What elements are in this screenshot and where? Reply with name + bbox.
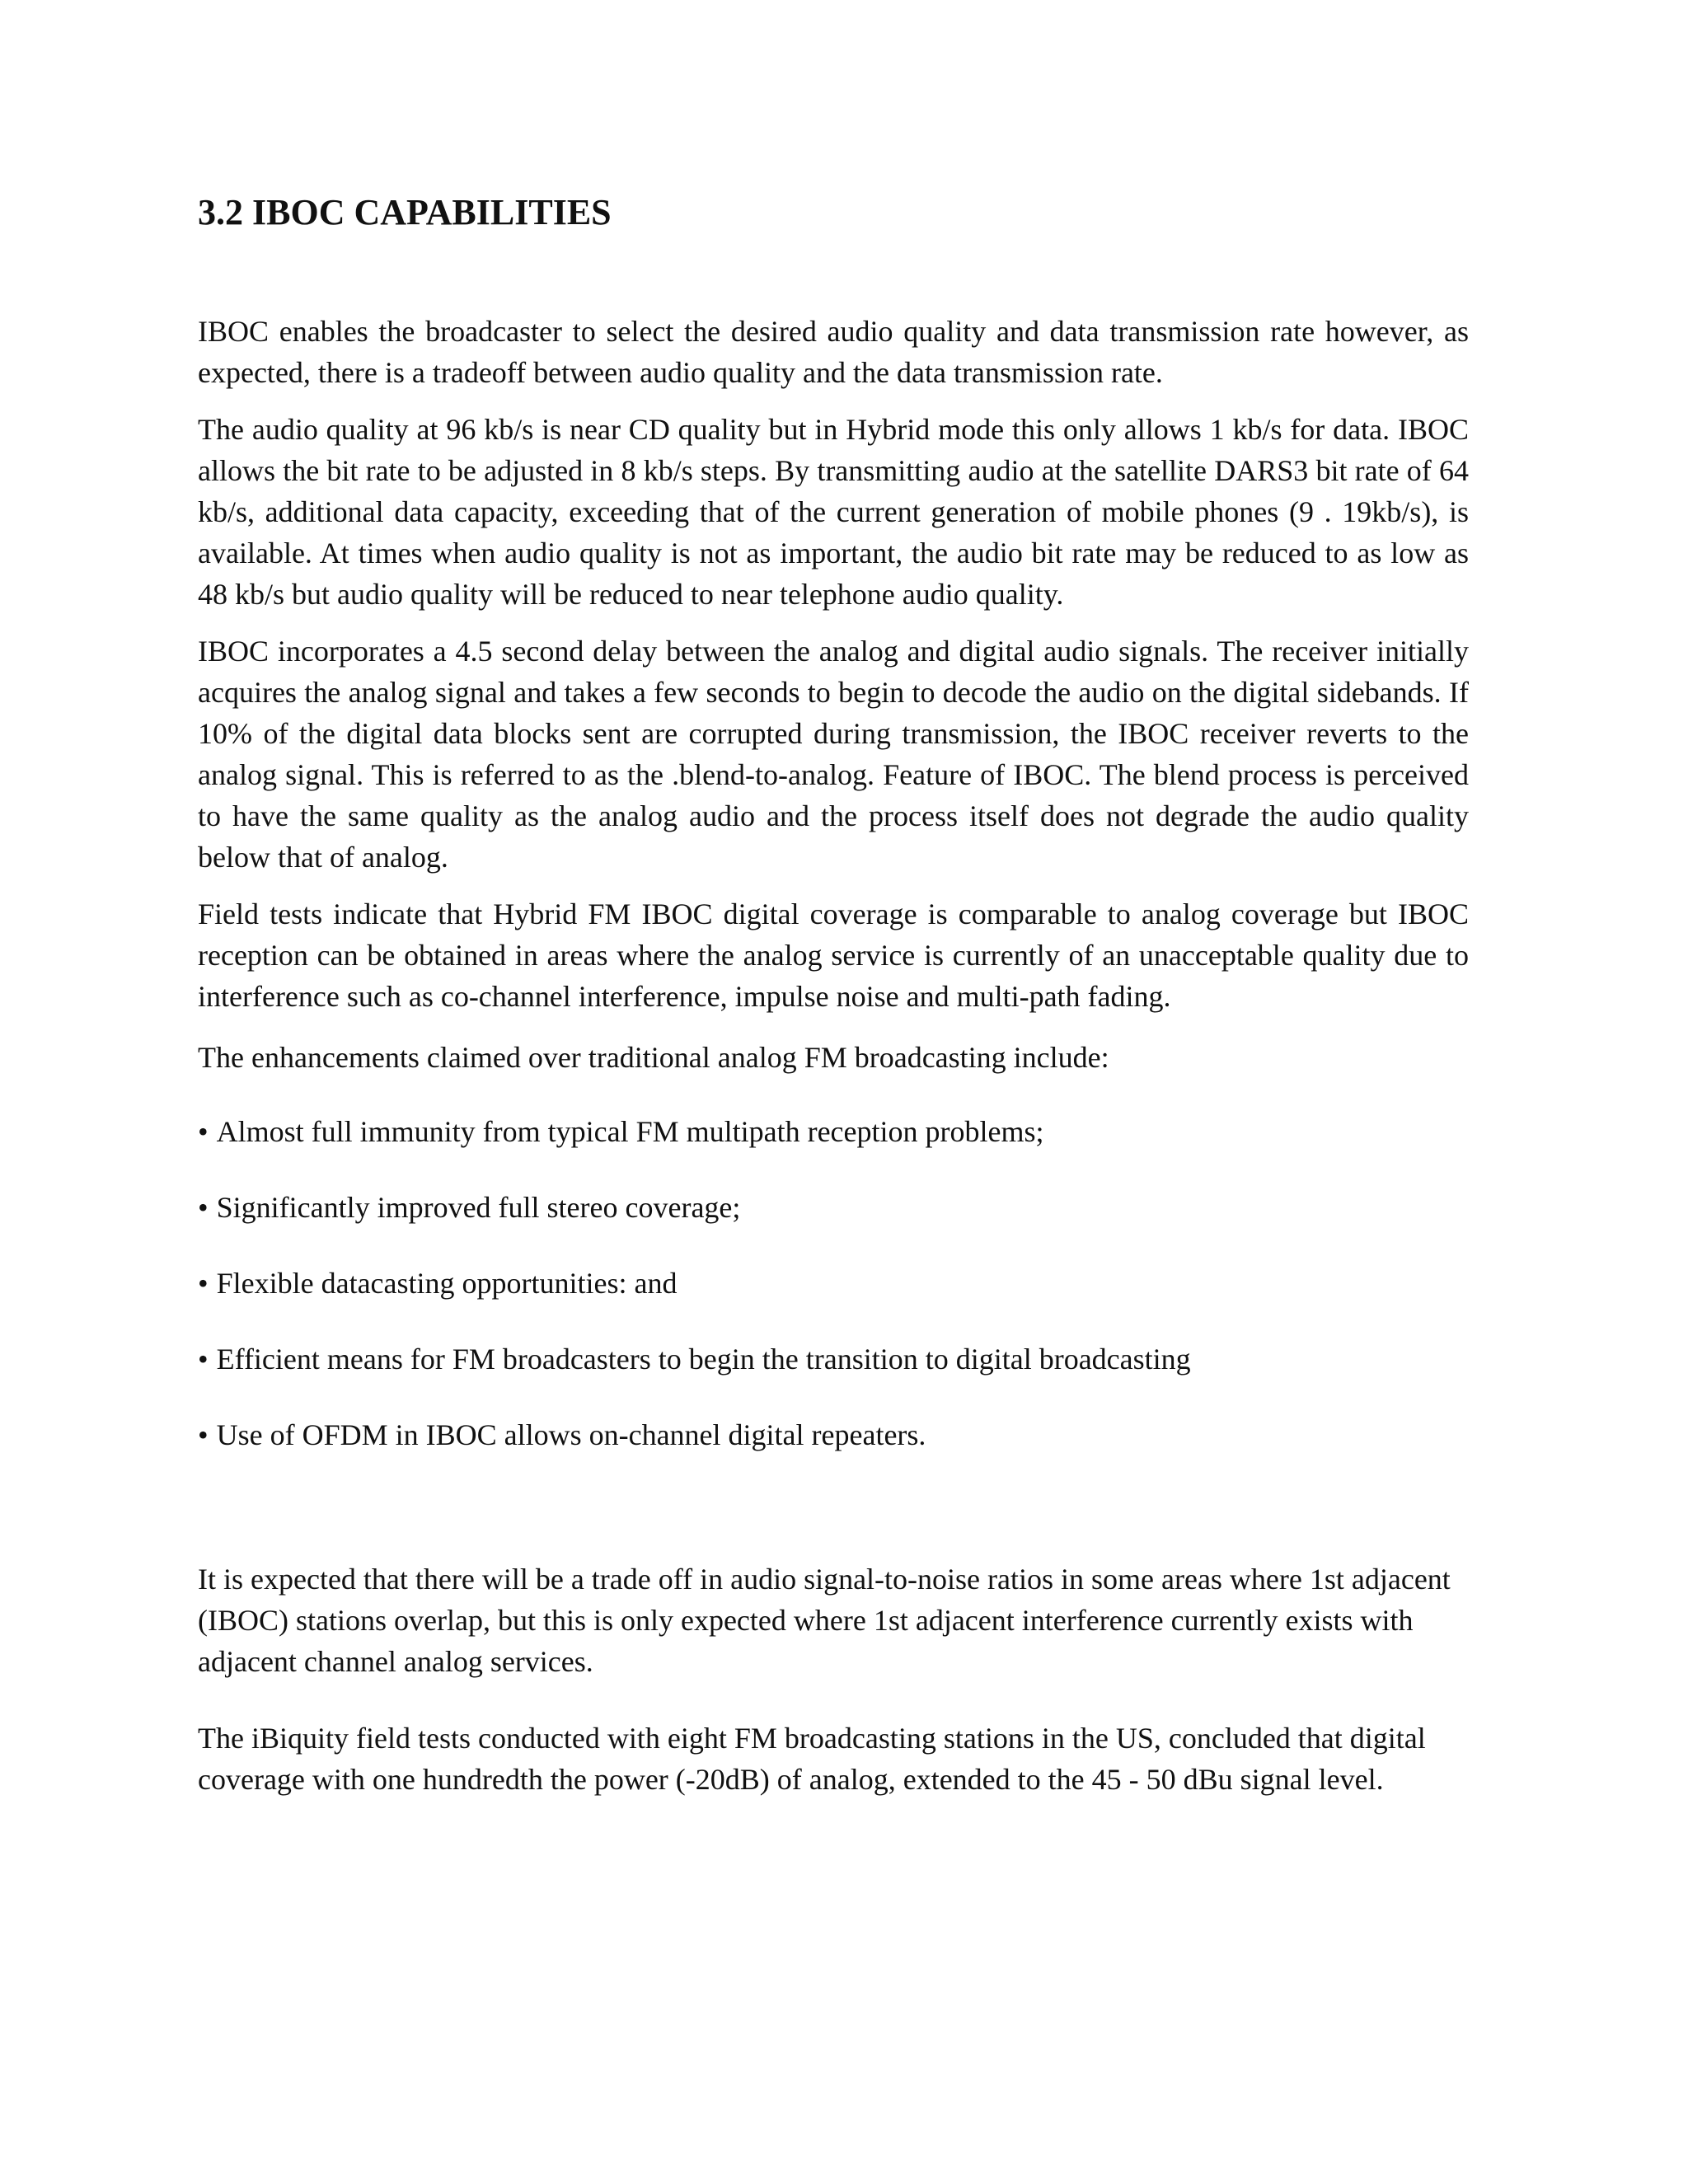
list-item — [198, 1187, 1469, 1228]
list-item — [198, 1414, 1469, 1455]
list-item — [198, 1338, 1469, 1380]
page-content — [198, 191, 1469, 1835]
enhancements-intro: The enhancements claimed over traditional analog FM broadcasting include: — [198, 1040, 1109, 1074]
list-item-text: Flexible datacasting opportunities: and — [216, 1266, 678, 1300]
list-item-text: Use of OFDM in IBOC allows on-channel digital repeaters. — [216, 1418, 926, 1451]
enhancements-list — [198, 1111, 1469, 1455]
list-item-text: Efficient means for FM broadcasters to begin the transition to digital broadcasting — [216, 1342, 1191, 1376]
paragraph-field-tests: Field tests indicate that Hybrid FM IBOC digital coverage is comparable to analog coverage but IBOC reception can be obtained in areas where the analog service is currently of an unacceptable quality due to interference such as co-channel interference, impulse noise and multi-path fading. — [198, 897, 1469, 1013]
bullet-icon: • — [198, 1266, 209, 1300]
paragraph-bit-rate: The audio quality at 96 kb/s is near CD quality but in Hybrid mode this only allows 1 kb/s for data. IBOC allows the bit rate to be adjusted in 8 kb/s steps. By transmitting audio at the satellite DARS3 bit rate of 64 kb/s, additional data capacity, exceeding that of the current generation of mobile phones (9 . 19kb/s), is available. At times when audio quality is not as important, the audio bit rate may be reduced to as low as 48 kb/s but audio quality will be reduced to near telephone audio quality. — [198, 412, 1469, 611]
bullet-icon: • — [198, 1114, 209, 1148]
list-item-text: Almost full immunity from typical FM multipath reception problems; — [216, 1114, 1044, 1148]
paragraph-audio-tradeoff: IBOC enables the broadcaster to select the desired audio quality and data transmission rate however, as expected, there is a tradeoff between audio quality and the data transmission rate. — [198, 314, 1469, 389]
bullet-icon: • — [198, 1342, 209, 1376]
paragraph-blend-to-analog: IBOC incorporates a 4.5 second delay between the analog and digital audio signals. The receiver initially acquires the analog signal and takes a few seconds to begin to decode the audio on the digital sidebands. If 10% of the digital data blocks sent are corrupted during transmission, the IBOC receiver reverts to the analog signal. This is referred to as the .blend-to-analog. Feature of IBOC. The blend process is perceived to have the same quality as the analog audio and the process itself does not degrade the audio quality below that of analog. — [198, 634, 1469, 874]
list-item — [198, 1263, 1469, 1304]
paragraph-ibiquity-tests: The iBiquity field tests conducted with eight FM broadcasting stations in the US, concluded that digital coverage with one hundredth the power (-20dB) of analog, extended to the 45 - 50 dBu signal level. — [198, 1721, 1426, 1796]
list-item — [198, 1111, 1469, 1152]
bullet-icon: • — [198, 1190, 209, 1224]
bullet-icon: • — [198, 1418, 209, 1451]
section-spacer — [198, 1455, 1469, 1558]
section-heading: 3.2 IBOC CAPABILITIES — [198, 192, 612, 232]
list-item-text: Significantly improved full stereo coverage; — [216, 1190, 741, 1224]
paragraph-snr-tradeoff: It is expected that there will be a trade off in audio signal-to-noise ratios in some areas where 1st adjacent (IBOC) stations overlap, but this is only expected where 1st adjacent interference currently exists with adjacent channel analog services. — [198, 1562, 1451, 1678]
